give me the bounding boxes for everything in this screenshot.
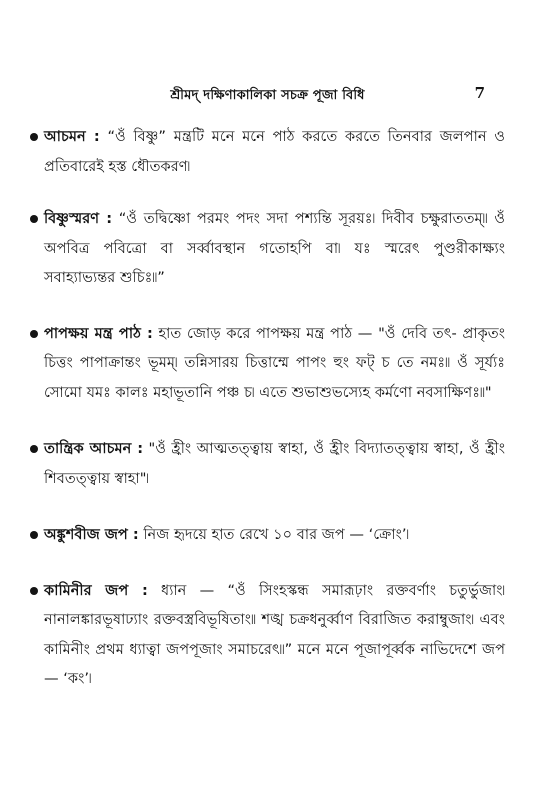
entry-body: হাত জোড় করে পাপক্ষয় মন্ত্র পাঠ — "ওঁ দেবি তৎ- প্রাকৃতং চিত্তং পাপাক্রান্তং ভূমম্৷ তন্নিসারয় চিত্তাম্মে পাপং হুং ফট্ চ তে নমঃ৷৷ ওঁ সূর্য্যঃ সোমো যমঃ কালঃ মহাভূতানি পঞ্চ চ৷ এতে শুভাশুভস্যেহ কর্মণো নবসাক্ষিণঃ৷৷" [44,324,506,401]
list-item [30,520,505,550]
page-number: 7 [474,84,485,102]
list-item [30,204,505,293]
bullet-icon [30,133,38,141]
list-item [30,434,505,493]
entry-term: আচমন : [44,128,100,145]
entry-text [44,576,505,694]
entry-body: “ওঁ বিষ্ণু” মন্ত্রটি মনে মনে পাঠ করতে করতে তিনবার জলপান ও প্রতিবারেই হস্ত ধৌতকরণ৷ [44,128,505,175]
list-item [30,576,505,694]
bullet-icon [30,445,38,453]
entry-body: "ওঁ হ্রীং আত্মতত্ত্বায় স্বাহা, ওঁ হ্রীং বিদ্যাতত্ত্বায় স্বাহা, ওঁ হ্রীং শিবতত্ত্বায় স্বাহা"৷ [44,440,505,487]
bullet-icon [30,531,38,539]
list-item [30,122,505,181]
entry-text [44,204,505,293]
entry-term: কামিনীর জপ : [44,581,148,599]
entry-term: পাপক্ষয় মন্ত্র পাঠ : [44,324,153,342]
entry-body: ধ্যান — “ওঁ সিংহস্কন্ধ সমারূঢ়াং রক্তবর্ণাং চতুর্ভুজাং৷ নানালঙ্কারভূষাঢ্যাং রক্তবস্ত্রবিভূষিতাং৷৷ শঙ্খ চক্রধনুর্ব্বাণ বিরাজিত করাম্বুজাং৷ এবং কামিনীং প্রথম ধ্যাত্বা জপপূজাং সমাচরেৎ৷৷” মনে মনে পূজাপূর্ব্বক নাভিদেশে জপ — ‘কং’৷ [44,581,505,687]
entry-term: তান্ত্রিক আচমন : [44,440,144,457]
entry-term: অঙ্কুশবীজ জপ : [44,526,139,543]
list-item [30,319,505,408]
bullet-icon [30,330,38,338]
entry-term: বিষ্ণুস্মরণ : [44,210,113,227]
entry-text [44,520,505,550]
entry-text [44,122,505,181]
running-head: শ্রীমদ্ দক্ষিণাকালিকা সচক্র পূজা বিধি [170,88,365,103]
entry-body: নিজ হৃদয়ে হাত রেখে ১০ বার জপ — ‘ক্রোং’৷ [138,526,409,543]
bullet-icon [30,587,38,595]
entry-text [44,319,505,408]
ritual-steps-list [0,122,535,694]
bullet-icon [30,215,38,223]
entry-text [44,434,505,493]
entry-body: “ওঁ তদ্বিষ্ণো পরমং পদং সদা পশ্যন্তি সূরয়ঃ৷ দিবীব চক্ষুরাততম্৷৷ ওঁ অপবিত্র পবিত্রো বা সর্ব্বাবস্থান গতোহপি বা৷ যঃ স্মরেৎ পুণ্ডরীকাক্ষ্যং সবাহ্যাভ্যন্তর শুচিঃ৷৷” [44,210,505,286]
